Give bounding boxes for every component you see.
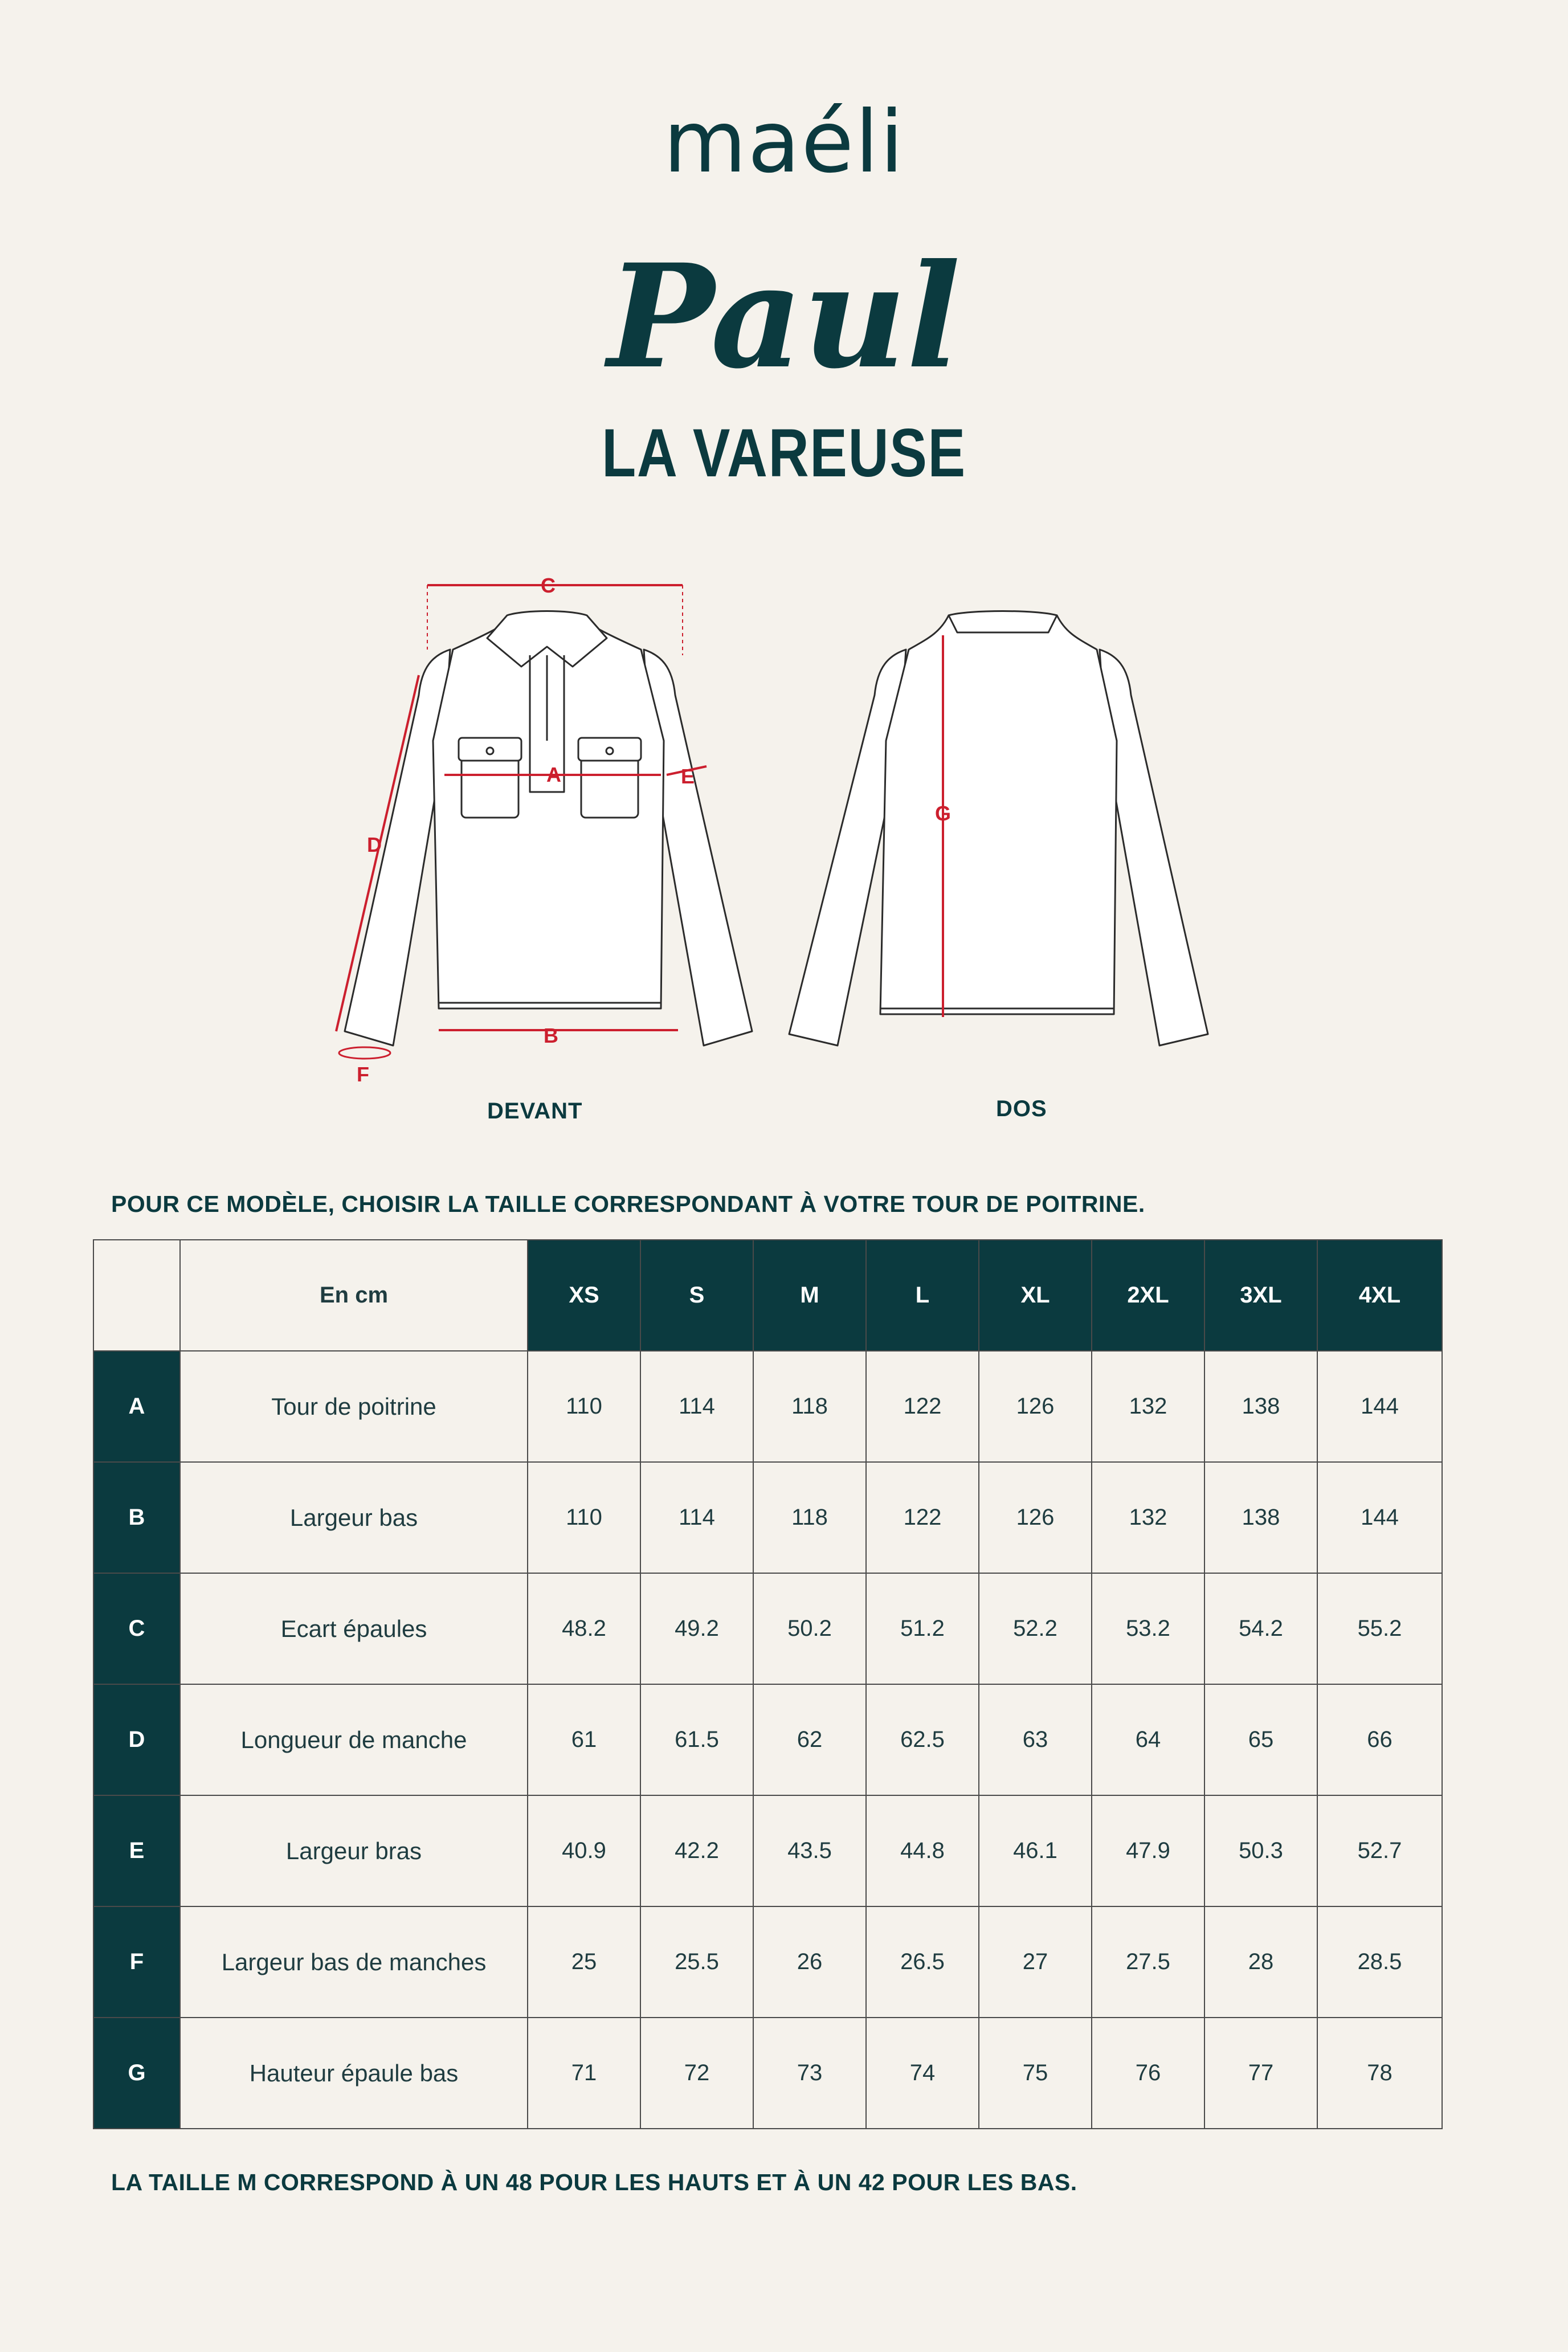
brand-logo: maéli xyxy=(663,93,905,192)
measure-value: 27.5 xyxy=(1092,1906,1204,2018)
measure-value: 114 xyxy=(640,1351,753,1462)
measure-value: 73 xyxy=(753,2018,866,2129)
measure-value: 28 xyxy=(1204,1906,1317,2018)
measure-value: 46.1 xyxy=(979,1795,1092,1906)
measure-value: 138 xyxy=(1204,1351,1317,1462)
measure-code: B xyxy=(93,1462,180,1573)
measure-value: 72 xyxy=(640,2018,753,2129)
measure-code: D xyxy=(93,1684,180,1795)
front-left-pocket-button xyxy=(487,748,493,754)
marker-f: F xyxy=(357,1063,369,1086)
measure-value: 44.8 xyxy=(866,1795,979,1906)
unit-header: En cm xyxy=(180,1240,528,1351)
size-header-3xl: 3XL xyxy=(1204,1240,1317,1351)
measure-value: 48.2 xyxy=(528,1573,640,1684)
measure-value: 132 xyxy=(1092,1351,1204,1462)
measure-label: Largeur bas de manches xyxy=(180,1906,528,2018)
measure-value: 74 xyxy=(866,2018,979,2129)
size-header-4xl: 4XL xyxy=(1317,1240,1442,1351)
measure-code: A xyxy=(93,1351,180,1462)
measure-value: 25.5 xyxy=(640,1906,753,2018)
marker-c: C xyxy=(541,574,556,597)
measure-value: 27 xyxy=(979,1906,1092,2018)
measure-label: Ecart épaules xyxy=(180,1573,528,1684)
size-chart-table xyxy=(93,1239,1443,2129)
measure-value: 76 xyxy=(1092,2018,1204,2129)
measure-value: 61 xyxy=(528,1684,640,1795)
table-row xyxy=(93,1462,1442,1573)
measure-value: 126 xyxy=(979,1351,1092,1462)
front-left-sleeve xyxy=(345,650,450,1046)
measure-value: 40.9 xyxy=(528,1795,640,1906)
measure-value: 26.5 xyxy=(866,1906,979,2018)
measure-value: 25 xyxy=(528,1906,640,2018)
size-header-2xl: 2XL xyxy=(1092,1240,1204,1351)
measure-code: G xyxy=(93,2018,180,2129)
back-view-label: DOS xyxy=(996,1096,1047,1121)
measure-value: 126 xyxy=(979,1462,1092,1573)
back-collar xyxy=(949,611,1057,633)
table-row xyxy=(93,2018,1442,2129)
measure-value: 66 xyxy=(1317,1684,1442,1795)
measure-label: Largeur bas xyxy=(180,1462,528,1573)
back-body xyxy=(880,615,1117,1014)
measure-value: 122 xyxy=(866,1462,979,1573)
measure-label: Tour de poitrine xyxy=(180,1351,528,1462)
table-row xyxy=(93,1351,1442,1462)
measure-value: 47.9 xyxy=(1092,1795,1204,1906)
measure-value: 118 xyxy=(753,1462,866,1573)
measure-value: 138 xyxy=(1204,1462,1317,1573)
measure-value: 52.2 xyxy=(979,1573,1092,1684)
measure-value: 51.2 xyxy=(866,1573,979,1684)
measure-value: 110 xyxy=(528,1351,640,1462)
measure-value: 61.5 xyxy=(640,1684,753,1795)
product-title: Paul xyxy=(607,232,961,400)
measure-value: 26 xyxy=(753,1906,866,2018)
measure-value: 122 xyxy=(866,1351,979,1462)
size-header-l: L xyxy=(866,1240,979,1351)
size-equivalence-note: LA TAILLE M CORRESPOND À UN 48 POUR LES HAUTS ET À UN 42 POUR LES BAS. xyxy=(111,2169,1077,2195)
measure-value: 53.2 xyxy=(1092,1573,1204,1684)
measure-value: 54.2 xyxy=(1204,1573,1317,1684)
measure-value: 114 xyxy=(640,1462,753,1573)
measure-value: 62 xyxy=(753,1684,866,1795)
size-header-m: M xyxy=(753,1240,866,1351)
measure-ellipse-f xyxy=(339,1047,390,1059)
size-header-xl: XL xyxy=(979,1240,1092,1351)
measure-value: 50.3 xyxy=(1204,1795,1317,1906)
measure-value: 65 xyxy=(1204,1684,1317,1795)
measure-code: C xyxy=(93,1573,180,1684)
measure-value: 52.7 xyxy=(1317,1795,1442,1906)
measure-value: 49.2 xyxy=(640,1573,753,1684)
size-instruction: POUR CE MODÈLE, CHOISIR LA TAILLE CORRESPONDANT À VOTRE TOUR DE POITRINE. xyxy=(111,1191,1145,1217)
measure-value: 77 xyxy=(1204,2018,1317,2129)
marker-g: G xyxy=(934,802,952,825)
measure-value: 42.2 xyxy=(640,1795,753,1906)
table-row xyxy=(93,1906,1442,2018)
measure-value: 55.2 xyxy=(1317,1573,1442,1684)
size-header-row xyxy=(93,1240,1442,1351)
measure-value: 144 xyxy=(1317,1462,1442,1573)
measure-value: 62.5 xyxy=(866,1684,979,1795)
measure-value: 71 xyxy=(528,2018,640,2129)
table-row xyxy=(93,1795,1442,1906)
marker-a: A xyxy=(546,763,561,786)
measure-value: 75 xyxy=(979,2018,1092,2129)
front-right-pocket-button xyxy=(606,748,613,754)
marker-e: E xyxy=(680,765,695,788)
measure-label: Longueur de manche xyxy=(180,1684,528,1795)
corner-cell xyxy=(93,1240,180,1351)
marker-d: D xyxy=(367,833,382,856)
front-view-label: DEVANT xyxy=(487,1099,583,1124)
measure-label: Hauteur épaule bas xyxy=(180,2018,528,2129)
measure-code: E xyxy=(93,1795,180,1906)
garment-drawings xyxy=(308,564,1276,1086)
measure-value: 43.5 xyxy=(753,1795,866,1906)
front-garment-drawing xyxy=(345,611,752,1046)
product-subtitle: LA VAREUSE xyxy=(602,415,966,491)
measure-label: Largeur bras xyxy=(180,1795,528,1906)
measure-value: 118 xyxy=(753,1351,866,1462)
measure-value: 110 xyxy=(528,1462,640,1573)
table-row xyxy=(93,1573,1442,1684)
measure-value: 28.5 xyxy=(1317,1906,1442,2018)
measure-code: F xyxy=(93,1906,180,2018)
measure-value: 64 xyxy=(1092,1684,1204,1795)
measure-value: 63 xyxy=(979,1684,1092,1795)
size-header-xs: XS xyxy=(528,1240,640,1351)
measure-value: 50.2 xyxy=(753,1573,866,1684)
measure-value: 132 xyxy=(1092,1462,1204,1573)
back-garment-drawing xyxy=(789,611,1208,1046)
marker-b: B xyxy=(544,1024,558,1047)
measure-value: 78 xyxy=(1317,2018,1442,2129)
measure-value: 144 xyxy=(1317,1351,1442,1462)
size-header-s: S xyxy=(640,1240,753,1351)
table-row xyxy=(93,1684,1442,1795)
